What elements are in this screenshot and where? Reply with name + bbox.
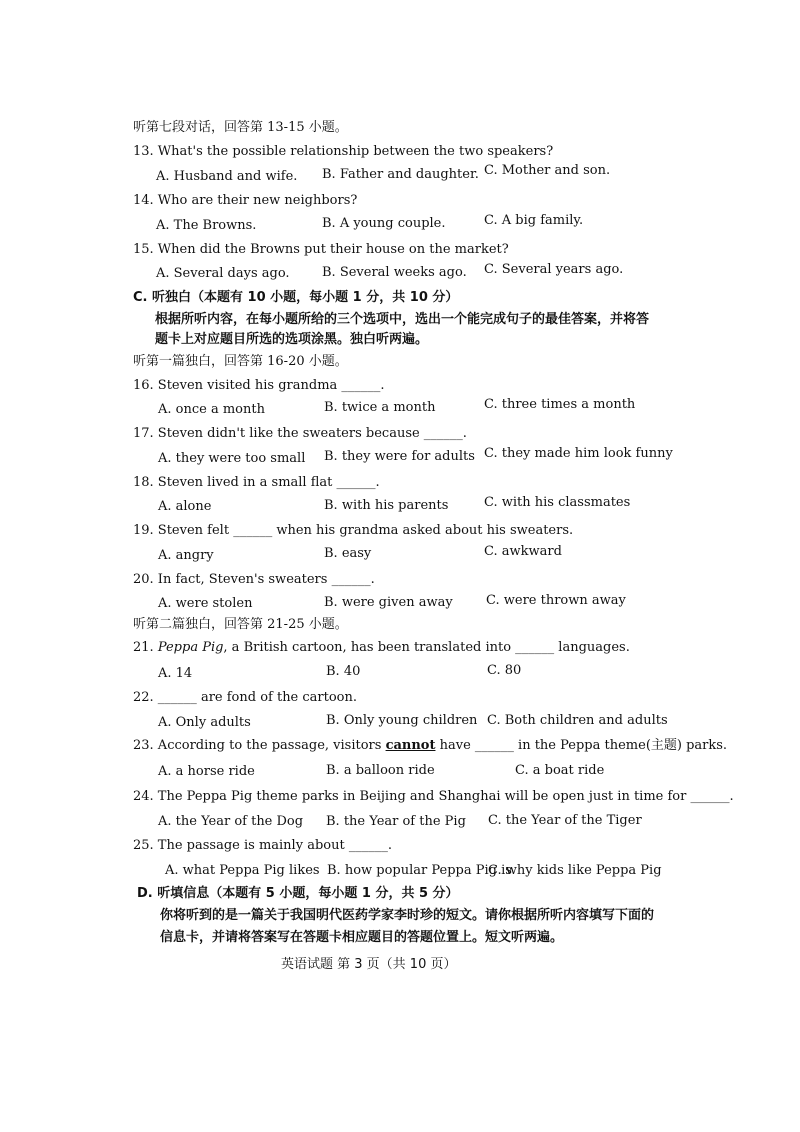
q16-option-b: B. twice a month <box>324 400 436 415</box>
q18-option-b: B. with his parents <box>324 498 449 513</box>
q18-option-a: A. alone <box>158 499 212 514</box>
question-22: 22. ______ are fond of the cartoon. <box>133 690 358 705</box>
q23-option-a: A. a horse ride <box>158 764 255 779</box>
q19-option-a: A. angry <box>158 548 214 563</box>
q21-option-a: A. 14 <box>158 666 193 681</box>
q22-option-b: B. Only young children <box>326 713 478 728</box>
q13-option-a: A. Husband and wife. <box>156 169 298 184</box>
q22-option-c: C. Both children and adults <box>487 713 668 728</box>
section-c-instruction-line2: 题卡上对应题目所选的选项涂黑。独白听两遍。 <box>155 332 429 347</box>
q14-option-a: A. The Browns. <box>156 218 257 233</box>
question-24: 24. The Peppa Pig theme parks in Beijing and Shanghai will be open just in time for ______. <box>133 789 734 804</box>
q17-option-b: B. they were for adults <box>324 449 475 464</box>
question-16: 16. Steven visited his grandma ______. <box>133 378 385 393</box>
q25-option-a: A. what Peppa Pig likes <box>165 863 320 878</box>
question-19: 19. Steven felt ______ when his grandma asked about his sweaters. <box>133 523 574 538</box>
q24-option-a: A. the Year of the Dog <box>158 814 304 829</box>
section-d-instruction-line2: 信息卡，并请将答案写在答题卡相应题目的答题位置上。短文听两遍。 <box>160 930 564 945</box>
q14-option-b: B. A young couple. <box>322 216 446 231</box>
q20-option-c: C. were thrown away <box>486 593 626 608</box>
q15-option-c: C. Several years ago. <box>484 262 624 277</box>
monologue-2-instruction: 听第二篇独白，回答第 21-25 小题。 <box>133 617 348 632</box>
q23-option-c: C. a boat ride <box>515 763 605 778</box>
q24-option-b: B. the Year of the Pig <box>326 814 466 829</box>
q21-option-c: C. 80 <box>487 663 522 678</box>
q18-option-c: C. with his classmates <box>484 495 631 510</box>
q19-option-c: C. awkward <box>484 544 562 559</box>
section-c-heading: C. 听独白（本题有 10 小题，每小题 1 分，共 10 分） <box>133 290 459 305</box>
q14-option-c: C. A big family. <box>484 213 584 228</box>
monologue-1-instruction: 听第一篇独白，回答第 16-20 小题。 <box>133 354 348 369</box>
section-d-heading: D. 听填信息（本题有 5 小题，每小题 1 分，共 5 分） <box>137 886 459 901</box>
section-d-instruction-line1: 你将听到的是一篇关于我国明代医药学家李时珍的短文。请你根据所听内容填写下面的 <box>160 908 655 923</box>
q25-option-b: B. how popular Peppa Pig is <box>327 863 512 878</box>
question-21: 21. Peppa Pig, a British cartoon, has been translated into ______ languages. <box>133 640 630 655</box>
question-20: 20. In fact, Steven's sweaters ______. <box>133 572 375 587</box>
q21-option-b: B. 40 <box>326 664 361 679</box>
q20-option-a: A. were stolen <box>158 596 253 611</box>
page-footer: 英语试题 第 3 页（共 10 页） <box>281 957 457 972</box>
question-17: 17. Steven didn't like the sweaters because ______. <box>133 426 467 441</box>
q15-option-a: A. Several days ago. <box>156 266 290 281</box>
question-15: 15. When did the Browns put their house on the market? <box>133 242 509 257</box>
q24-option-c: C. the Year of the Tiger <box>488 813 642 828</box>
q17-option-c: C. they made him look funny <box>484 446 673 461</box>
dialogue-7-instruction: 听第七段对话，回答第 13-15 小题。 <box>133 120 348 135</box>
q15-option-b: B. Several weeks ago. <box>322 265 467 280</box>
section-c-instruction-line1: 根据所听内容，在每小题所给的三个选项中，选出一个能完成句子的最佳答案，并将答 <box>155 312 650 327</box>
q20-option-b: B. were given away <box>324 595 453 610</box>
question-25: 25. The passage is mainly about ______. <box>133 838 392 853</box>
q25-option-c: C. why kids like Peppa Pig <box>488 863 662 878</box>
q13-option-b: B. Father and daughter. <box>322 167 479 182</box>
q22-option-a: A. Only adults <box>158 715 251 730</box>
q23-option-b: B. a balloon ride <box>326 763 435 778</box>
q13-option-c: C. Mother and son. <box>484 163 611 178</box>
question-18: 18. Steven lived in a small flat ______. <box>133 475 380 490</box>
question-13: 13. What's the possible relationship between the two speakers? <box>133 144 554 159</box>
q17-option-a: A. they were too small <box>158 451 306 466</box>
question-23: 23. According to the passage, visitors cannot have ______ in the Peppa theme(主题) parks. <box>133 738 728 753</box>
question-14: 14. Who are their new neighbors? <box>133 193 358 208</box>
q16-option-a: A. once a month <box>158 402 265 417</box>
q19-option-b: B. easy <box>324 546 372 561</box>
q16-option-c: C. three times a month <box>484 397 636 412</box>
